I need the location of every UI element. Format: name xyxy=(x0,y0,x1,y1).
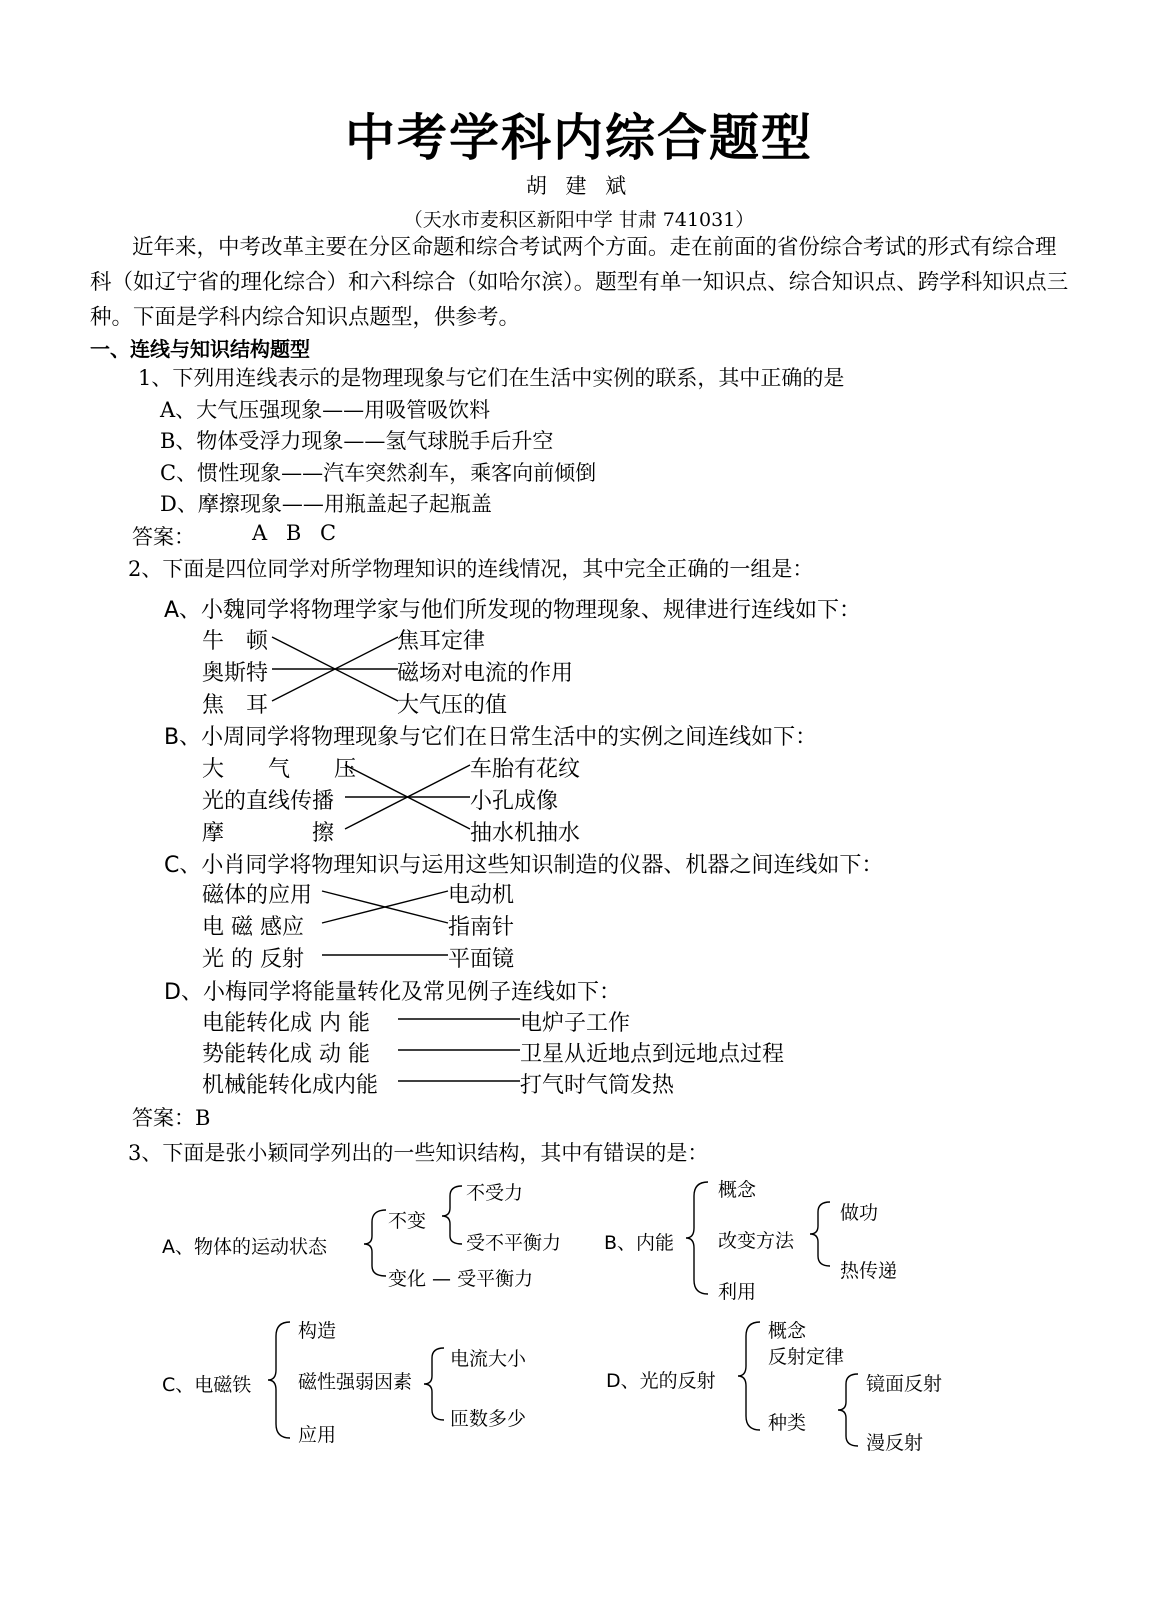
q3-a-root: A、物体的运动状态 xyxy=(162,1236,327,1258)
page-title: 中考学科内综合题型 xyxy=(345,109,813,167)
q2-c-left-2: 电 磁 感应 xyxy=(202,915,304,940)
q3-stem: 3、下面是张小颖同学列出的一些知识结构，其中有错误的是： xyxy=(128,1141,709,1165)
q3-d-node-specular: 镜面反射 xyxy=(866,1373,943,1395)
author: 胡 建 斌 xyxy=(525,174,633,198)
q2-b-right-2: 小孔成像 xyxy=(470,789,559,814)
q3-d-node-types: 种类 xyxy=(768,1412,807,1434)
intro-paragraph: 近年来，中考改革主要在分区命题和综合考试两个方面。走在前面的省份综合考试的形式有综合理科（如辽宁省的理化综合）和六科综合（如哈尔滨）。题型有单一知识点、综合知识点、跨学科知识点三种。下面是学科内综合知识点题型，供参考。 xyxy=(90,235,1069,330)
q1-option-d: D、摩擦现象——用瓶盖起子起瓶盖 xyxy=(160,492,492,516)
q2-stem: 2、下面是四位同学对所学物理知识的连线情况，其中完全正确的一组是： xyxy=(128,557,814,581)
q3-c-root: C、电磁铁 xyxy=(162,1374,252,1396)
q2-b-left-1: 大 气 压 xyxy=(202,757,357,782)
section-heading: 一、连线与知识结构题型 xyxy=(90,337,310,361)
q3-a-node-unbalanced: 受不平衡力 xyxy=(466,1232,562,1254)
q2-a-header: A、小魏同学将物理学家与他们所发现的物理现象、规律进行连线如下： xyxy=(164,598,862,623)
q2-a-left-1: 牛 顿 xyxy=(202,629,269,654)
q3-c-brace-main xyxy=(268,1322,290,1438)
q2-d-right-3: 打气时气筒发热 xyxy=(520,1073,675,1098)
q1-option-b: B、物体受浮力现象——氢气球脱手后升空 xyxy=(160,429,554,453)
q1-answer-value: A B C xyxy=(252,521,343,545)
q3-b-node-work: 做功 xyxy=(840,1202,879,1224)
q1-option-c: C、惯性现象——汽车突然刹车，乘客向前倾倒 xyxy=(160,461,597,485)
q2-a-left-3: 焦 耳 xyxy=(202,693,269,718)
q3-d-root: D、光的反射 xyxy=(606,1370,716,1392)
q3-a-node-unchanged: 不变 xyxy=(388,1210,427,1232)
q3-a-node-no-force: 不受力 xyxy=(466,1182,524,1204)
q3-d-node-concept: 概念 xyxy=(768,1320,807,1342)
q3-b-node-heat-transfer: 热传递 xyxy=(840,1260,898,1282)
q1-option-a: A、大气压强现象——用吸管吸饮料 xyxy=(160,398,491,422)
q3-b-node-concept: 概念 xyxy=(718,1179,757,1201)
q3-b-node-use: 利用 xyxy=(718,1281,757,1303)
q3-d-node-law: 反射定律 xyxy=(768,1346,845,1368)
q2-c-left-3: 光 的 反射 xyxy=(202,947,304,972)
q3-b-brace-sub xyxy=(810,1202,830,1266)
q2-d-left-1: 电能转化成 内 能 xyxy=(202,1011,370,1036)
q1-answer-label: 答案： xyxy=(132,525,195,549)
q2-d-left-2: 势能转化成 动 能 xyxy=(202,1042,370,1067)
q3-a-brace-sub xyxy=(442,1186,462,1244)
q2-c-right-2: 指南针 xyxy=(448,915,515,940)
q3-c-node-structure: 构造 xyxy=(298,1320,337,1342)
q3-c-node-turns: 匝数多少 xyxy=(450,1408,527,1430)
q2-b-header: B、小周同学将物理现象与它们在日常生活中的实例之间连线如下： xyxy=(164,725,818,750)
q2-b-right-3: 抽水机抽水 xyxy=(470,821,581,846)
q2-a-left-2: 奥斯特 xyxy=(202,661,269,686)
q3-a-brace-main xyxy=(364,1210,386,1276)
q3-c-brace-sub xyxy=(424,1348,444,1420)
q2-a-right-3: 大气压的值 xyxy=(397,693,508,718)
q3-c-node-current: 电流大小 xyxy=(450,1348,527,1370)
q2-a-right-1: 焦耳定律 xyxy=(397,629,486,654)
q3-a-node-changed: 变化 — 受平衡力 xyxy=(388,1268,534,1290)
q2-d-left-3: 机械能转化成内能 xyxy=(202,1073,379,1098)
q2-d-right-1: 电炉子工作 xyxy=(520,1011,631,1036)
q2-c-header: C、小肖同学将物理知识与运用这些知识制造的仪器、机器之间连线如下： xyxy=(164,853,884,878)
q2-c-right-3: 平面镜 xyxy=(448,947,515,972)
q3-c-node-use: 应用 xyxy=(298,1424,337,1446)
q3-d-node-diffuse: 漫反射 xyxy=(866,1432,924,1454)
q2-a-right-2: 磁场对电流的作用 xyxy=(397,661,574,686)
q2-b-left-3: 摩 擦 xyxy=(202,821,335,846)
affiliation: （天水市麦积区新阳中学 甘肃 741031） xyxy=(403,209,755,231)
q2-answer: 答案：B xyxy=(132,1106,211,1130)
q3-b-node-change-method: 改变方法 xyxy=(718,1230,795,1252)
q2-d-header: D、小梅同学将能量转化及常见例子连线如下： xyxy=(164,980,621,1005)
q2-c-right-1: 电动机 xyxy=(448,883,515,908)
q2-b-left-2: 光的直线传播 xyxy=(202,789,335,814)
q2-b-right-1: 车胎有花纹 xyxy=(470,757,581,782)
q2-d-right-2: 卫星从近地点到远地点过程 xyxy=(520,1042,785,1067)
q3-b-root: B、内能 xyxy=(604,1232,675,1254)
q3-b-brace-main xyxy=(686,1182,708,1294)
q3-d-brace-sub xyxy=(838,1374,858,1446)
q2-c-left-1: 磁体的应用 xyxy=(202,883,313,908)
q1-stem: 1、下列用连线表示的是物理现象与它们在生活中实例的联系，其中正确的是 xyxy=(138,366,845,390)
q3-d-brace-main xyxy=(738,1322,760,1430)
q3-c-node-strength-factors: 磁性强弱因素 xyxy=(298,1371,413,1393)
